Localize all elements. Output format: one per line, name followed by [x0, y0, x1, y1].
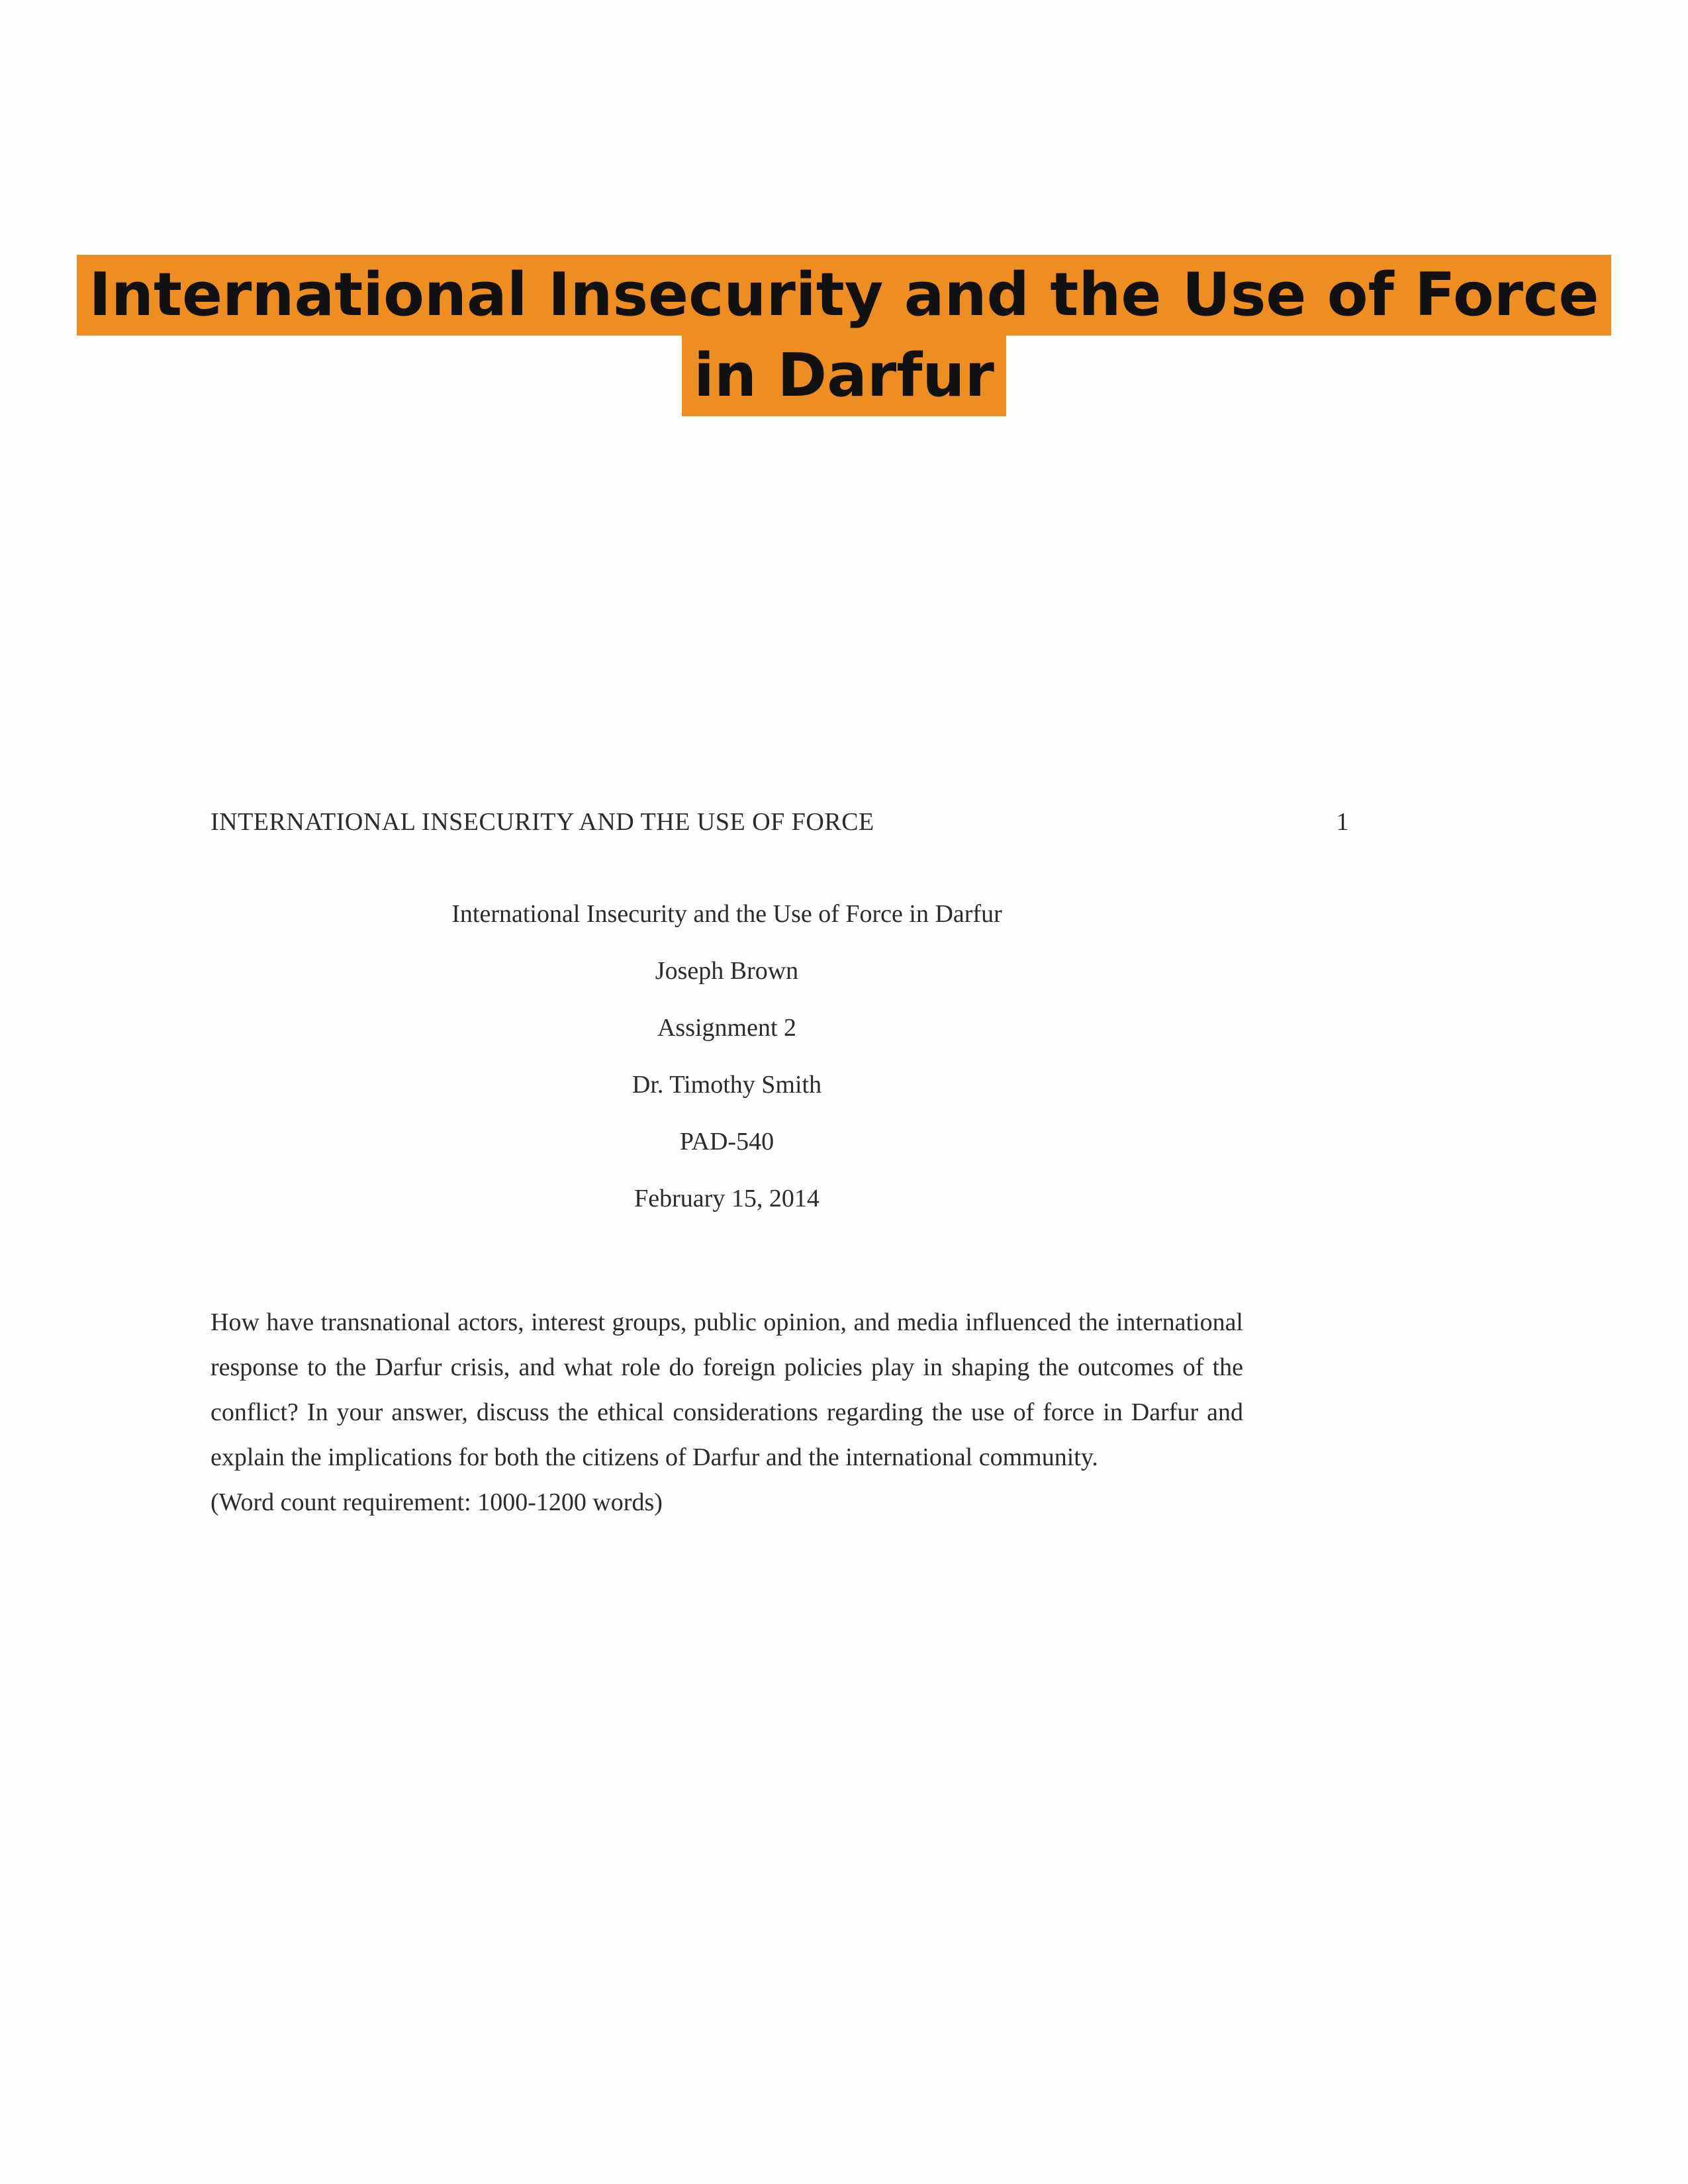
title-block	[211, 886, 1243, 1227]
course-code: PAD-540	[679, 1128, 774, 1156]
banner-title-line-1: International Insecurity and the Use of Force	[77, 255, 1611, 336]
running-head-title: INTERNATIONAL INSECURITY AND THE USE OF FORCE	[211, 808, 874, 836]
instructor-name: Dr. Timothy Smith	[632, 1071, 822, 1099]
assignment-label: Assignment 2	[657, 1014, 797, 1042]
author-name: Joseph Brown	[655, 957, 799, 985]
document-snapshot	[211, 807, 1349, 1525]
word-count-note: (Word count requirement: 1000-1200 words)	[211, 1488, 663, 1516]
page-number: 1	[1336, 808, 1349, 836]
submission-date: February 15, 2014	[634, 1185, 820, 1212]
running-head	[211, 807, 1349, 847]
assignment-question	[211, 1300, 1243, 1525]
banner-title-line-2: in Darfur	[682, 336, 1006, 416]
question-text: How have transnational actors, interest groups, public opinion, and media influenced the international response to the Darfur crisis, and what role do foreign policies play in shaping the outcomes of the conflict? In your answer, discuss the ethical considerations regarding the use of force in Darfur and explain the implications for both the citizens of Darfur and the international community.	[211, 1308, 1243, 1471]
paper-title: International Insecurity and the Use of Force in Darfur	[451, 900, 1002, 928]
highlighted-title-banner	[0, 255, 1688, 416]
